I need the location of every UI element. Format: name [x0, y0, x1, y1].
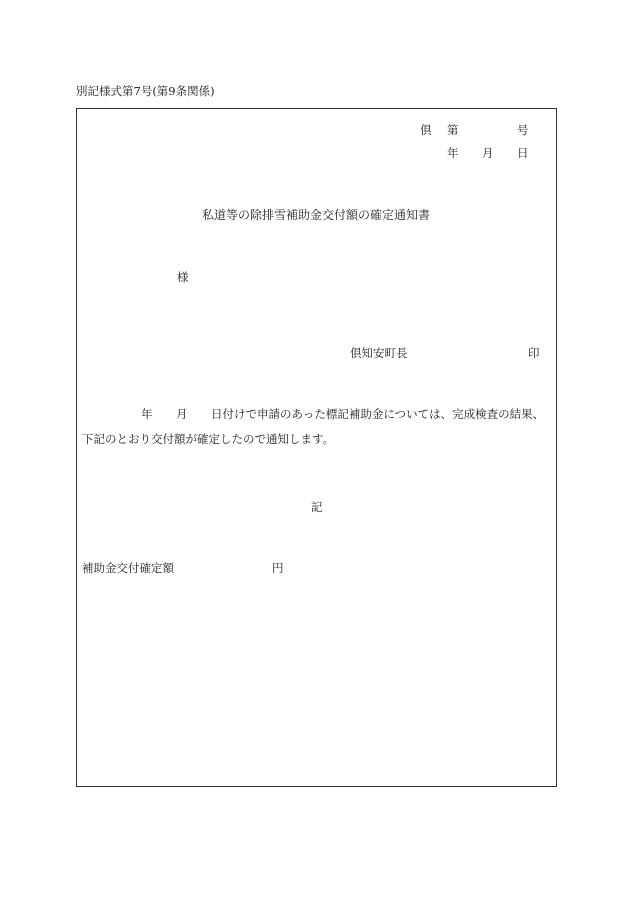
form-number-label: 別記様式第7号(第9条関係) [76, 84, 215, 98]
addressee-suffix: 様 [177, 270, 189, 284]
body-year: 年 [141, 407, 153, 421]
date-year: 年 [447, 146, 459, 160]
reference-dai: 第 [447, 123, 459, 137]
document-title: 私道等の除排雪補助金交付額の確定通知書 [202, 208, 431, 222]
ki-heading: 記 [311, 500, 323, 514]
amount-label: 補助金交付確定額 [82, 561, 174, 575]
issuer-name: 倶知安町長 [350, 346, 408, 360]
reference-go: 号 [517, 123, 529, 137]
date-day: 日 [517, 146, 529, 160]
body-line2: 下記のとおり交付額が確定したので通知します。 [82, 432, 335, 446]
date-month: 月 [482, 146, 494, 160]
reference-prefix: 倶 [420, 123, 432, 137]
amount-unit: 円 [272, 561, 284, 575]
body-month: 月 [176, 407, 188, 421]
seal-mark: 印 [528, 346, 540, 360]
body-line1: 日付けで申請のあった標記補助金については、完成検査の結果、 [211, 407, 545, 421]
